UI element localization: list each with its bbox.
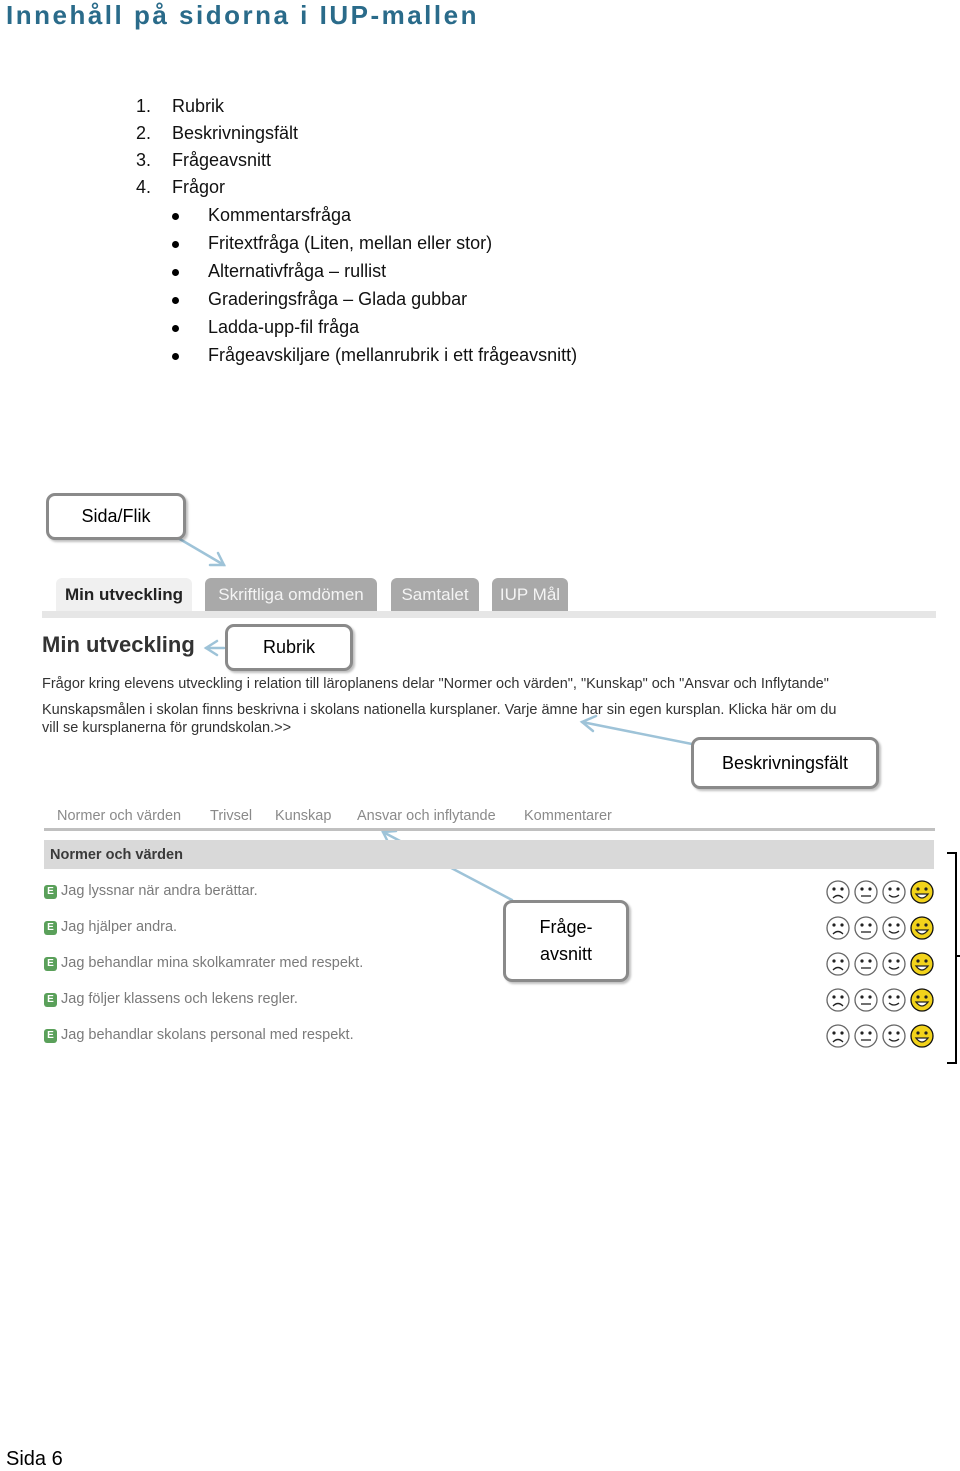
callout-label: Rubrik [262,637,315,657]
callout-rubrik [225,624,353,671]
question-type-icon: E [44,957,57,971]
smile-face-icon[interactable] [883,881,905,903]
callout-sida-flik [46,493,186,540]
bullet-text: Fritextfråga (Liten, mellan eller stor) [208,233,493,253]
section-tab-divider [44,828,935,831]
question-text: Jag hjälper andra. [61,919,178,935]
happy-face-icon[interactable] [911,989,933,1011]
tab-label: Samtalet [401,584,469,604]
callout-label: Fråge- [539,917,593,937]
happy-face-icon[interactable] [911,953,933,975]
question-text: Jag behandlar skolans personal med respekt. [61,1027,354,1043]
document-title: Innehåll på sidorna i IUP-mallen [6,0,479,30]
tab-label: Min utveckling [64,584,184,604]
question-row [44,878,936,908]
question-type-icon: E [44,885,57,899]
callout-beskrivningsfalt [691,737,879,789]
neutral-face-icon[interactable] [855,917,877,939]
section-header-label: Normer och värden [50,846,183,863]
callout-frageavsnitt [503,900,629,982]
sad-face-icon[interactable] [827,1025,849,1047]
tab-skriftliga-omdomen[interactable] [205,578,377,611]
arrow-sida-flik [178,538,224,565]
question-type-icon: E [44,921,57,935]
sad-face-icon[interactable] [827,953,849,975]
bullet-text: Kommentarsfråga [208,205,352,225]
sad-face-icon[interactable] [827,989,849,1011]
neutral-face-icon[interactable] [855,881,877,903]
tab-label: Skriftliga omdömen [218,584,364,604]
happy-face-icon[interactable] [911,1025,933,1047]
question-text: Jag följer klassens och lekens regler. [61,991,298,1007]
sad-face-icon[interactable] [827,881,849,903]
sad-face-icon[interactable] [827,917,849,939]
smile-face-icon[interactable] [883,1025,905,1047]
smile-face-icon[interactable] [883,953,905,975]
tab-min-utveckling[interactable] [56,578,192,611]
tab-strip [42,611,936,618]
callout-label: Sida/Flik [81,506,151,526]
description-link-line[interactable]: vill se kursplanerna för grundskolan.>> [42,720,292,736]
list-text: Frågeavsnitt [172,150,272,170]
bullet-text: Graderingsfråga – Glada gubbar [208,289,468,309]
question-text: Jag lyssnar när andra berättar. [61,883,258,899]
happy-face-icon[interactable] [911,881,933,903]
section-header [44,840,934,869]
right-bracket-tick [955,955,960,957]
list-number: 1. [136,96,152,116]
smiley-rating[interactable] [826,914,936,942]
list-number: 4. [136,177,152,197]
question-row [44,986,936,1016]
tab-samtalet[interactable] [391,578,479,611]
callout-label: avsnitt [539,944,593,964]
page-number: Sida 6 [6,1448,63,1470]
bullet-text: Alternativfråga – rullist [208,261,387,281]
list-text: Rubrik [172,96,225,116]
neutral-face-icon[interactable] [855,953,877,975]
description-line: Frågor kring elevens utveckling i relation till läroplanens delar "Normer och värden", "Kunskap" och "Ansvar och Inflytande" [42,676,829,692]
bullet-text: Ladda-upp-fil fråga [208,317,360,337]
page-heading: Min utveckling [42,632,195,657]
neutral-face-icon[interactable] [855,1025,877,1047]
smiley-rating[interactable] [826,986,936,1014]
section-tab-kunskap[interactable]: Kunskap [275,808,332,824]
arrow-beskrivning [582,722,692,744]
section-tab-trivsel[interactable]: Trivsel [210,808,253,824]
list-number: 3. [136,150,152,170]
happy-face-icon[interactable] [911,917,933,939]
callout-label: Beskrivningsfält [721,752,849,773]
right-bracket [947,852,957,1064]
list-text: Frågor [172,177,226,197]
section-tab-ansvar[interactable]: Ansvar och inflytande [357,808,496,824]
bullet-text: Frågeavskiljare (mellanrubrik i ett frågeavsnitt) [208,345,578,365]
question-row [44,1022,936,1052]
list-number: 2. [136,123,152,143]
question-type-icon: E [44,1029,57,1043]
smile-face-icon[interactable] [883,989,905,1011]
smiley-rating[interactable] [826,878,936,906]
question-type-icon: E [44,993,57,1007]
tab-iup-mal[interactable] [492,578,568,611]
smiley-rating[interactable] [826,950,936,978]
list-text: Beskrivningsfält [172,123,299,143]
neutral-face-icon[interactable] [855,989,877,1011]
smiley-rating[interactable] [826,1022,936,1050]
description-link-line[interactable]: Kunskapsmålen i skolan finns beskrivna i skolans nationella kursplaner. Varje ämne har sin egen kursplan. Klicka här om du [42,702,837,718]
smile-face-icon[interactable] [883,917,905,939]
section-tab-kommentarer[interactable]: Kommentarer [524,808,612,824]
tab-label: IUP Mål [499,584,561,604]
question-text: Jag behandlar mina skolkamrater med respekt. [61,955,364,971]
question-row [44,914,936,944]
question-row [44,950,936,980]
section-tab-normer[interactable]: Normer och värden [57,808,182,824]
